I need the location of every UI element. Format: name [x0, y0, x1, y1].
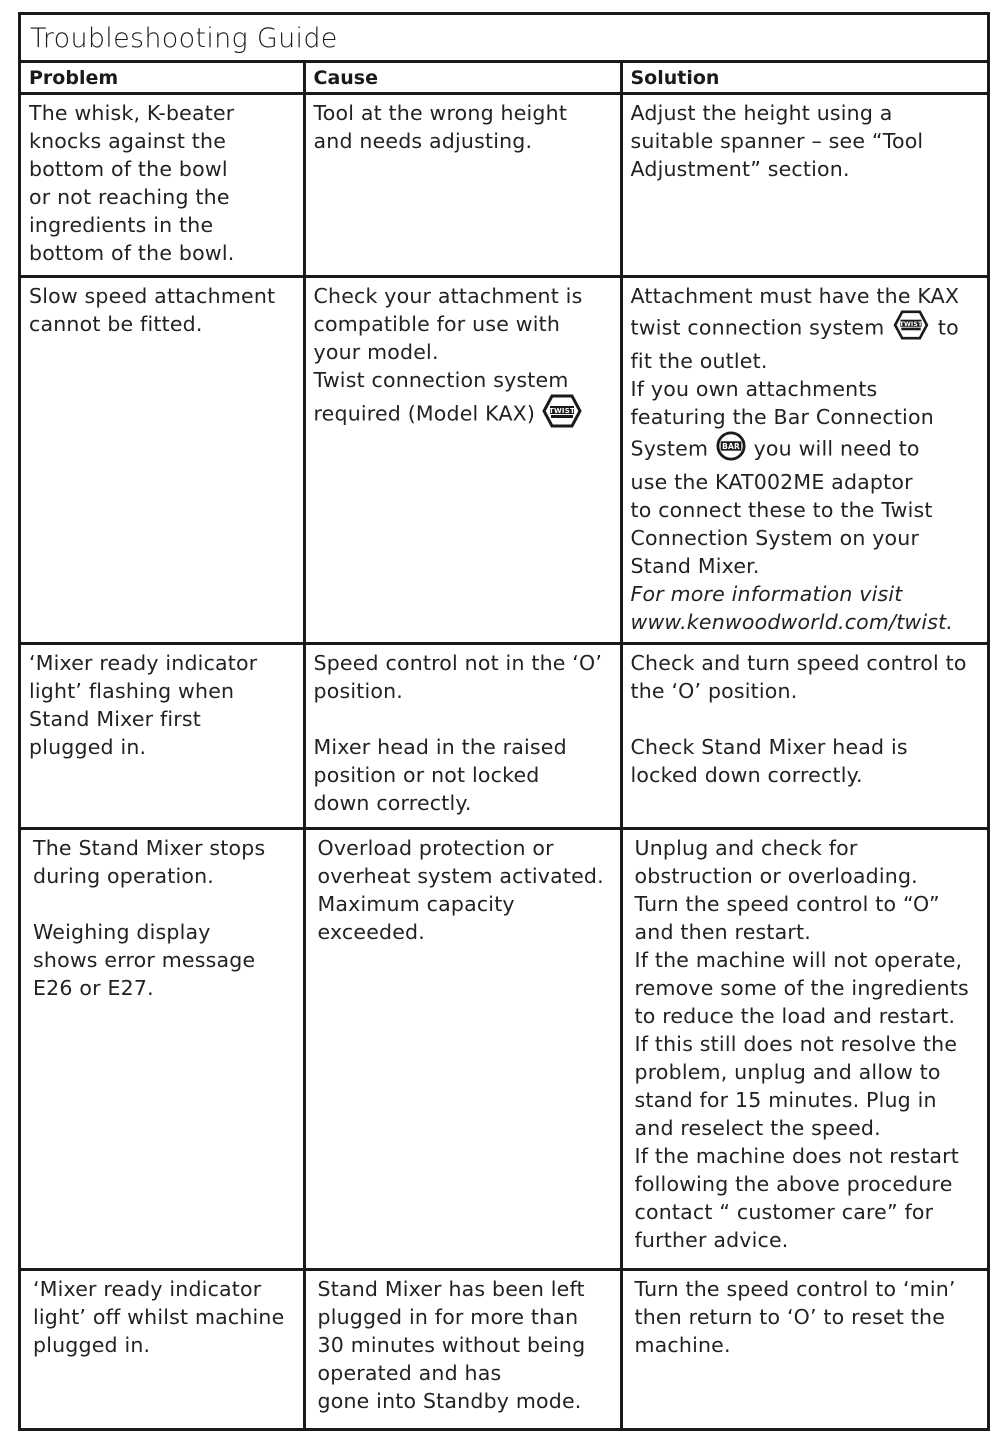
problem-cell [21, 93, 304, 276]
solution-cell [621, 828, 987, 1269]
website-link[interactable]: www.kenwoodworld.com/twist. [630, 609, 954, 634]
text-line: the ‘O’ position. [630, 678, 798, 703]
text-line: Turn the speed control to ‘min’ [634, 1276, 956, 1301]
text-line [314, 394, 612, 435]
text-line: knocks against the [29, 128, 227, 153]
solution-cell [621, 1269, 987, 1428]
text-line: Maximum capacity [317, 891, 515, 916]
text-line: to reduce the load and restart. [634, 1003, 956, 1028]
text-line: locked down correctly. [630, 762, 863, 787]
guide-title: Troubleshooting Guide [21, 15, 987, 63]
text-line: For more information visit [630, 581, 903, 606]
text-line: Stand Mixer. [630, 553, 760, 578]
text-line: If you own attachments [630, 376, 878, 401]
text-line: 30 minutes without being [317, 1332, 586, 1357]
text-line: bottom of the bowl. [29, 240, 235, 265]
text-line: compatible for use with [313, 311, 561, 336]
text-line: ‘Mixer ready indicator [33, 1276, 262, 1301]
text-line: further advice. [634, 1227, 789, 1252]
text-line: and reselect the speed. [634, 1115, 881, 1140]
text-line: plugged in for more than [317, 1304, 579, 1329]
header-row [21, 63, 987, 93]
text-line: Slow speed attachment [29, 283, 276, 308]
text-fragment: System [630, 436, 709, 460]
text-line: Tool at the wrong height [313, 100, 568, 125]
text-line: Check your attachment is [313, 283, 583, 308]
text-line [631, 431, 980, 468]
troubleshooting-table [21, 63, 987, 1428]
header-problem: Problem [21, 63, 304, 93]
bar-connection-icon [715, 431, 747, 468]
table-row [21, 93, 987, 276]
text-line: bottom of the bowl [29, 156, 228, 181]
svg-text:TWIST: TWIST [899, 320, 923, 328]
text-line: shows error message [33, 947, 256, 972]
text-line: overheat system activated. [317, 863, 604, 888]
text-fragment: required (Model KAX) [313, 401, 536, 425]
text-line: contact “ customer care” for [634, 1199, 934, 1224]
problem-cell [21, 643, 304, 828]
problem-cell [21, 276, 304, 643]
text-line: position or not locked [313, 762, 540, 787]
table-row [21, 1269, 987, 1428]
text-line: and needs adjusting. [313, 128, 533, 153]
text-line: gone into Standby mode. [317, 1388, 582, 1413]
text-line: machine. [634, 1332, 731, 1357]
text-line: If the machine does not restart [634, 1143, 960, 1168]
text-line: following the above procedure [634, 1171, 953, 1196]
text-line: and then restart. [634, 919, 811, 944]
text-line: If the machine will not operate, [634, 947, 963, 972]
text-line: plugged in. [29, 734, 147, 759]
header-cause: Cause [304, 63, 621, 93]
text-line: E26 or E27. [33, 975, 154, 1000]
text-line: suitable spanner – see “Tool [630, 128, 924, 153]
text-line: then return to ‘O’ to reset the [634, 1304, 946, 1329]
text-line: plugged in. [33, 1332, 151, 1357]
text-line: obstruction or overloading. [634, 863, 918, 888]
text-line: position. [313, 678, 404, 703]
text-fragment: twist connection system [630, 315, 885, 339]
text-line: featuring the Bar Connection [630, 404, 934, 429]
text-line: Turn the speed control to “O” [634, 891, 940, 916]
problem-cell [21, 828, 304, 1269]
problem-cell [21, 1269, 304, 1428]
text-line: Speed control not in the ‘O’ [313, 650, 603, 675]
cause-cell [304, 643, 621, 828]
text-line: down correctly. [313, 790, 472, 815]
text-line: use the KAT002ME adaptor [630, 469, 913, 494]
text-line: ‘Mixer ready indicator [29, 650, 258, 675]
text-line: The whisk, K-beater [29, 100, 235, 125]
text-line: Check Stand Mixer head is [630, 734, 908, 759]
text-line: Adjustment” section. [630, 156, 850, 181]
text-line: your model. [313, 339, 439, 364]
text-line: light’ off whilst machine [33, 1304, 285, 1329]
text-line: exceeded. [317, 919, 425, 944]
text-line: during operation. [33, 863, 214, 888]
text-line: or not reaching the [29, 184, 230, 209]
cause-cell [304, 93, 621, 276]
text-line: Weighing display [33, 919, 211, 944]
text-line: Attachment must have the KAX [630, 283, 960, 308]
text-line: remove some of the ingredients [634, 975, 969, 1000]
text-line: Unplug and check for [634, 835, 858, 860]
text-line: cannot be fitted. [29, 311, 203, 336]
text-line: The Stand Mixer stops [33, 835, 266, 860]
twist-adaptor-icon [542, 394, 582, 435]
text-line: light’ flashing when [29, 678, 235, 703]
spacer [33, 890, 295, 918]
table-row [21, 643, 987, 828]
text-line: Check and turn speed control to [630, 650, 967, 675]
svg-text:TWIST: TWIST [548, 406, 575, 415]
text-line [631, 310, 980, 347]
text-line: Overload protection or [317, 835, 554, 860]
spacer [631, 705, 980, 733]
text-line: to connect these to the Twist [630, 497, 933, 522]
text-fragment: you will need to [753, 436, 920, 460]
header-solution: Solution [621, 63, 987, 93]
text-line: If this still does not resolve the [634, 1031, 958, 1056]
text-line: Twist connection system [313, 367, 569, 392]
svg-text:BAR: BAR [721, 441, 740, 451]
spacer [314, 705, 612, 733]
text-line: operated and has [317, 1360, 502, 1385]
solution-cell [621, 93, 987, 276]
text-line: Mixer head in the raised [313, 734, 567, 759]
solution-cell [621, 643, 987, 828]
table-row [21, 828, 987, 1269]
text-line: Stand Mixer has been left [317, 1276, 585, 1301]
troubleshooting-guide [18, 12, 990, 1431]
solution-cell [621, 276, 987, 643]
text-line: fit the outlet. [630, 348, 768, 373]
text-fragment: to [937, 315, 959, 339]
cause-cell [304, 1269, 621, 1428]
twist-connection-icon [891, 310, 931, 347]
text-line: Stand Mixer first [29, 706, 202, 731]
text-line: stand for 15 minutes. Plug in [634, 1087, 937, 1112]
cause-cell [304, 828, 621, 1269]
text-line: Connection System on your [630, 525, 920, 550]
text-line: ingredients in the [29, 212, 214, 237]
text-line: Adjust the height using a [630, 100, 893, 125]
cause-cell [304, 276, 621, 643]
text-line: problem, unplug and allow to [634, 1059, 941, 1084]
table-row [21, 276, 987, 643]
